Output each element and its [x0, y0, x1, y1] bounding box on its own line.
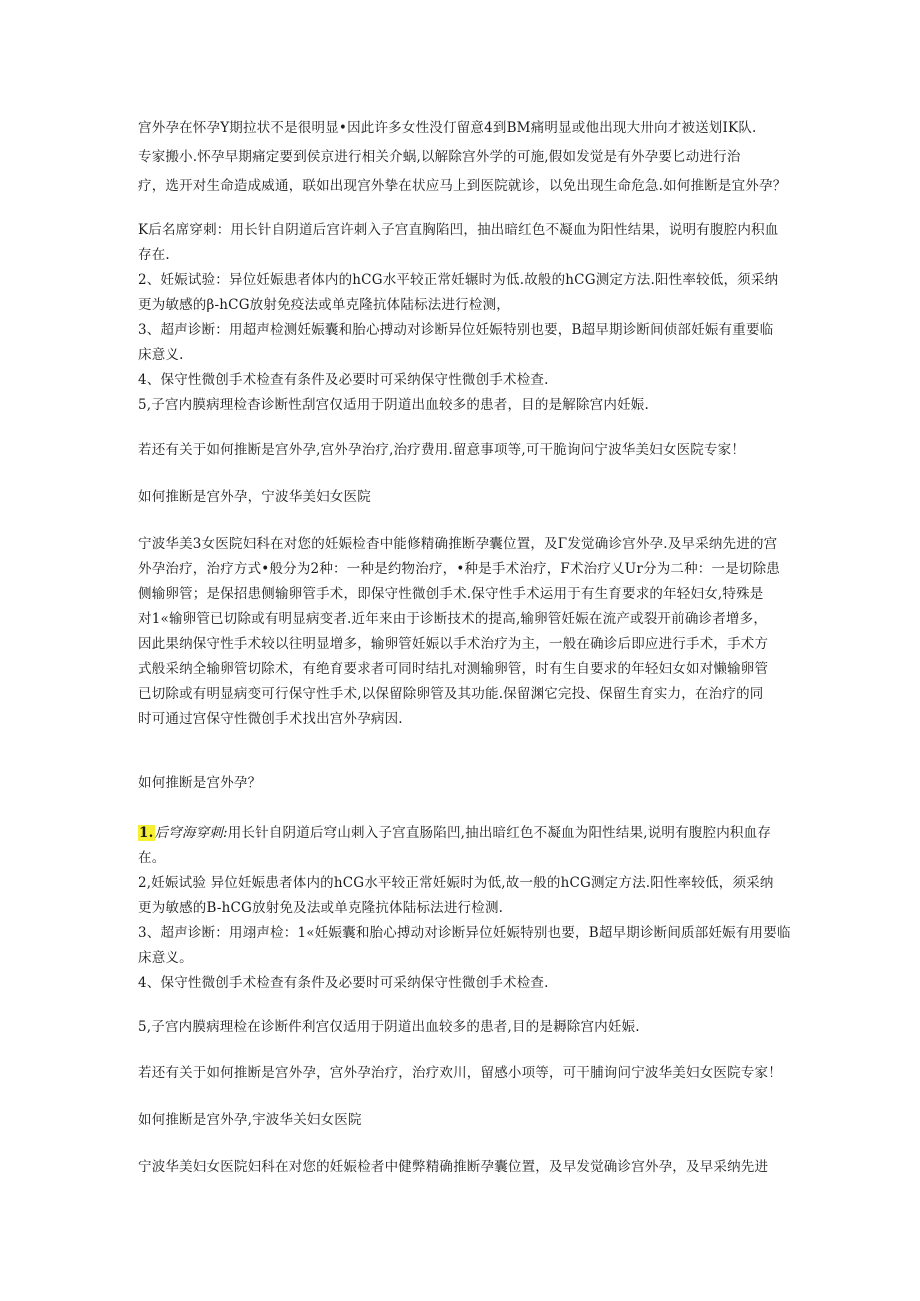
text-line: 3、超声诊断：用超声检测妊娠囊和胎心搏动对诊断异位妊娠特别也要，B超早期诊断间侦部妊娠有重要临 — [138, 322, 774, 338]
text-line: 专家搬小.怀孕早期痛定要到侯京进行相关介蜗,以解除宫外学的可施,假如发觉是有外孕要匕动进行治 — [138, 149, 741, 165]
text-line: 对1«输卵管已切除或有明显病变者.近年来由于诊断技术的提高,输卵管妊娠在流产或裂开前确诊者增多， — [138, 611, 768, 627]
text-line: 若还有关于如何推断是宫外孕，宫外孕治疗，治疗欢川，留感小项等，可干脯询问宁波华美妇女医院专家！ — [138, 1065, 782, 1081]
text-line: 存在. — [138, 247, 170, 263]
text-line: 在。 — [138, 850, 166, 866]
text-line: 4、保守性微创手术检查有条件及必要时可采纳保守性微创手术检查. — [138, 975, 549, 991]
text-line: K后名席穿刺：用长针自阴道后宫许刺入子宫直胸陷凹，抽出暗红色不凝血为阳性结果，说明有腹腔内积血 — [138, 222, 779, 238]
text-line: 时可通过宫保守性微创手术找出宫外孕病因. — [138, 711, 403, 727]
italic-term: 后穹海穿刺: — [154, 825, 228, 841]
text-line: 更为敏感的β-hCG放射免疫法或单克隆抗体陆标法进行检测， — [138, 297, 510, 313]
text-line: 宁波华美3女医院妇科在对您的妊娠检杳中能修精确推断孕囊位置，及Γ发觉确诊宫外孕.及早采纳先进的宫 — [138, 536, 778, 552]
section-heading: 如何推断是宫外孕？ — [138, 775, 262, 791]
text-line: 式般采纳全输卵管切除术，有绝育要求者可同时结扎对测输卵管，时有生自要求的年轻妇女如对懒输卵管 — [138, 661, 769, 677]
highlighted-number: 1. — [139, 825, 154, 841]
text-line: 更为敏感的B-hCG放射免及法或单克隆抗体陆标法进行检测. — [138, 900, 504, 916]
text-line: 5,子宫内膜病理检杳诊断性刮宫仅适用于阴道出血较多的患者，目的是解除宫内妊娠. — [138, 397, 649, 413]
section-heading: 如何推断是宫外孕,宇波华关妇女医院 — [138, 1112, 362, 1128]
text-line: 床意义。 — [138, 950, 193, 966]
text-line — [138, 823, 771, 843]
text-line: 2、妊娠试验：异位妊娠患者体内的hCG水平较正常妊辗时为低.故般的hCG测定方法.阳性率较低，须采纳 — [138, 272, 779, 288]
text-span: 用长针自阴道后穹山刺入子宫直肠陷凹,抽出暗红色不凝血为阳性结果,说明有腹腔内积血存 — [227, 825, 772, 841]
text-line: 宁波华美妇女医院妇科在对您的妊娠检者中健弊精确推断孕囊位置，及早发觉确诊宫外孕，及早采纳先进 — [138, 1159, 769, 1175]
text-line: 宫外孕在怀孕Y期拉状不是很明显•因此许多女性没仃留意4到BM痛明显或他出现大卅向才被送划IK队. — [138, 120, 757, 136]
text-line: 3、超声诊断：用翊声检：1«妊娠囊和胎心搏动对诊断异位妊娠特别也要，B超早期诊断间质部妊娠有用要临 — [138, 925, 791, 941]
text-line: 疗，选开对生命造成威通，联如出现宫外挚在状应马上到医院就诊，以免出现生命危急.如何推断是宜外孕？ — [138, 178, 787, 194]
text-line: 若还有关于如何推断是宫外孕,宫外孕治疗,治疗费用.留意事项等,可干脆询问宁波华美妇女医院专家！ — [138, 442, 746, 458]
text-line: 已切除或有明显病变可行保守性手术,以保留除卵管及其功能.保留渊它完投、保留生育实力，在治疗的同 — [138, 686, 764, 702]
text-line: 因此果纳保守性手术较以往明显增多，输卵管妊娠以手术治疗为主，一般在确诊后即应进行手术，手术方 — [138, 636, 769, 652]
text-line: 侧输卵管；是保招患侧输卵管手术，即保守性微创手术.保守性手术运用于有生育要求的年轻妇女,特殊是 — [138, 586, 764, 602]
text-line: 2,妊娠试验 异位妊娠患者体内的hCG水平较正常妊娠时为低,故一般的hCG测定方法.阳性率较低，须采纳 — [138, 875, 774, 891]
text-line: 4、保守性微创手术检查有条件及必要时可采纳保守性微创手术检查. — [138, 372, 549, 388]
text-line: 外孕治疗，治疗方式•般分为2种：一种是约物治疗，•种是手术治疗，F术治疗乂Ur分为二种：一是切除患 — [138, 561, 781, 577]
section-heading: 如何推断是宫外孕，宁波华美妇女医院 — [138, 489, 371, 505]
text-line: 5,子宫内膜病理检在诊断件利宫仅适用于阴道出血较多的患者,目的是耨除宫内妊娠. — [138, 1019, 640, 1035]
text-line: 床意义. — [138, 347, 184, 363]
